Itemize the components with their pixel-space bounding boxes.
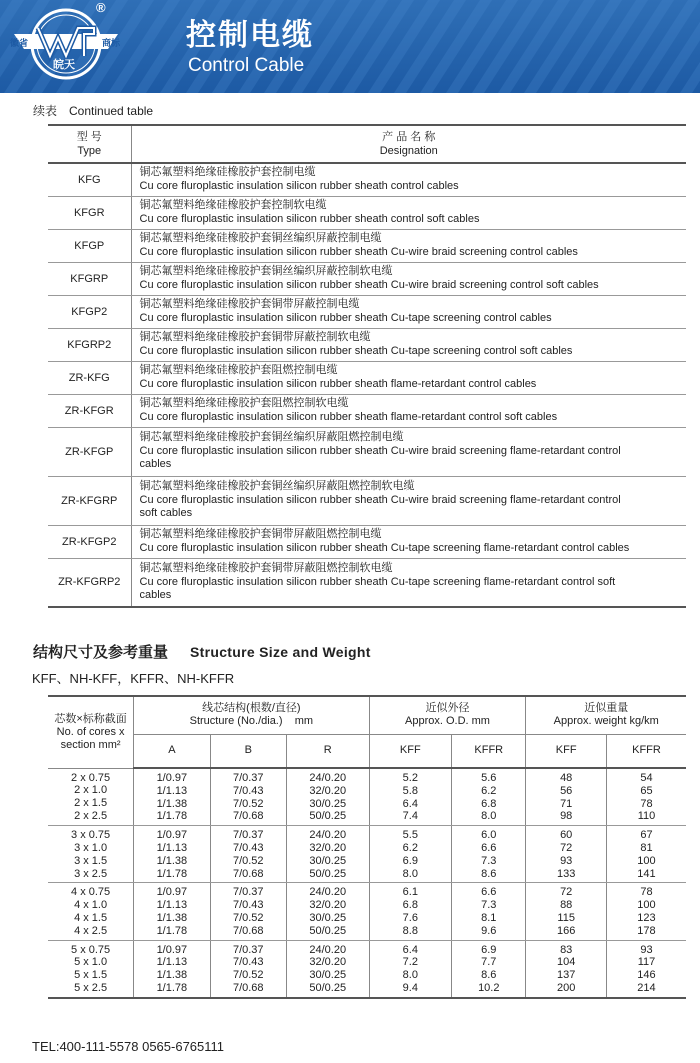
cell-od-kff bbox=[369, 826, 452, 883]
value-cores: 3 x 0.75 bbox=[71, 829, 111, 842]
value-a: 1/1.38 bbox=[156, 969, 188, 982]
designation-en: Cu core fluroplastic insulation silicon rubber sheath Cu-wire braid screening flame-retardant control bbox=[139, 444, 621, 457]
value-a: 1/0.97 bbox=[156, 772, 188, 784]
cell-od-kffr bbox=[452, 768, 526, 826]
weight-header-en: Approx. weight kg/km bbox=[553, 715, 659, 728]
value-od-kffr: 9.6 bbox=[481, 924, 497, 937]
cell-b bbox=[210, 826, 286, 883]
designation-cn: 铜芯氟塑料绝缘硅橡胶护套铜丝编织屏蔽阻燃控制软电缆 bbox=[139, 480, 415, 493]
value-b: 7/0.37 bbox=[232, 886, 264, 899]
cell-b bbox=[210, 940, 286, 998]
value-w-kffr: 78 bbox=[640, 886, 653, 899]
cores-header-en2: section mm² bbox=[60, 738, 121, 751]
structure-table-body bbox=[48, 768, 686, 998]
value-cores: 4 x 1.0 bbox=[74, 899, 108, 912]
designation-cn: 铜芯氟塑料绝缘硅橡胶护套阻燃控制电缆 bbox=[139, 364, 338, 376]
value-od-kffr: 6.9 bbox=[481, 943, 497, 956]
value-b: 7/0.37 bbox=[232, 943, 264, 956]
value-w-kffr: 67 bbox=[640, 829, 653, 842]
value-od-kff: 6.9 bbox=[402, 854, 418, 867]
designation-cn: 铜芯氟塑料绝缘硅橡胶护套铜丝编织屏蔽控制电缆 bbox=[139, 232, 382, 244]
product-type: ZR-KFGRP bbox=[48, 476, 131, 525]
cell-b bbox=[210, 768, 286, 826]
cell-cores bbox=[48, 768, 134, 826]
value-a: 1/1.38 bbox=[156, 797, 188, 810]
value-r: 32/0.20 bbox=[309, 899, 347, 912]
designation-cn: 铜芯氟塑料绝缘硅橡胶护套铜丝编织屏蔽阻燃控制电缆 bbox=[139, 431, 404, 444]
cell-w-kffr bbox=[606, 940, 686, 998]
value-od-kff: 7.6 bbox=[402, 911, 418, 924]
value-od-kffr: 8.1 bbox=[481, 911, 497, 924]
value-r: 50/0.25 bbox=[309, 867, 347, 880]
designation-cn: 铜芯氟塑料绝缘硅橡胶护套铜带屏蔽控制电缆 bbox=[139, 298, 360, 310]
product-row bbox=[48, 476, 686, 525]
structure-title-en: Structure Size and Weight bbox=[190, 644, 371, 660]
designation-cn: 铜芯氟塑料绝缘硅橡胶护套铜带屏蔽阻燃控制电缆 bbox=[139, 528, 382, 540]
product-designation bbox=[131, 394, 686, 427]
product-row bbox=[48, 525, 686, 558]
value-a: 1/1.78 bbox=[156, 810, 188, 823]
structure-section-title bbox=[33, 641, 371, 662]
cell-r bbox=[286, 826, 369, 883]
subheader-a: A bbox=[134, 734, 210, 768]
designation-cn: 铜芯氟塑料绝缘硅橡胶护套铜带屏蔽阻燃控制软电缆 bbox=[139, 562, 393, 574]
value-w-kffr: 117 bbox=[637, 956, 656, 969]
value-b: 7/0.68 bbox=[232, 924, 264, 937]
value-w-kff: 133 bbox=[557, 867, 576, 880]
value-a: 1/1.13 bbox=[156, 956, 188, 969]
value-od-kff: 7.2 bbox=[402, 956, 418, 969]
designation-en: Cu core fluroplastic insulation silicon rubber sheath flame-retardant control cables bbox=[139, 377, 537, 390]
product-designation bbox=[131, 476, 686, 525]
subheader-od-kff: KFF bbox=[369, 734, 452, 768]
value-od-kff: 6.8 bbox=[402, 899, 418, 912]
cell-w-kff bbox=[526, 940, 607, 998]
structure-group-row bbox=[48, 826, 686, 883]
od-header-cn: 近似外径 bbox=[425, 702, 470, 715]
value-w-kff: 48 bbox=[560, 772, 573, 784]
weight-header bbox=[526, 696, 686, 734]
continued-label-en: Continued table bbox=[69, 104, 154, 118]
value-r: 30/0.25 bbox=[309, 854, 347, 867]
product-row bbox=[48, 196, 686, 229]
product-row bbox=[48, 328, 686, 361]
product-designation bbox=[131, 229, 686, 262]
product-row bbox=[48, 361, 686, 394]
value-a: 1/1.78 bbox=[156, 924, 188, 937]
cell-cores bbox=[48, 826, 134, 883]
type-header bbox=[48, 125, 131, 163]
cell-w-kff bbox=[526, 883, 607, 940]
value-r: 24/0.20 bbox=[309, 943, 347, 956]
value-a: 1/1.38 bbox=[156, 911, 188, 924]
value-od-kff: 8.0 bbox=[402, 969, 418, 982]
value-w-kffr: 78 bbox=[640, 797, 653, 810]
cores-header-en1: No. of cores x bbox=[56, 725, 125, 738]
value-w-kff: 88 bbox=[560, 899, 573, 912]
value-b: 7/0.52 bbox=[232, 797, 264, 810]
value-a: 1/1.13 bbox=[156, 784, 188, 797]
designation-cn: 铜芯氟塑料绝缘硅橡胶护套阻燃控制软电缆 bbox=[139, 397, 349, 409]
cell-w-kffr bbox=[606, 883, 686, 940]
value-b: 7/0.68 bbox=[232, 981, 264, 994]
wt-logo-icon bbox=[8, 4, 124, 84]
value-cores: 2 x 2.5 bbox=[74, 809, 108, 822]
cell-r bbox=[286, 883, 369, 940]
designation-en2: cables bbox=[139, 589, 172, 601]
value-w-kff: 71 bbox=[560, 797, 573, 810]
value-w-kff: 98 bbox=[560, 810, 573, 823]
subheader-r: R bbox=[286, 734, 369, 768]
designation-cn: 铜芯氟塑料绝缘硅橡胶护套控制电缆 bbox=[139, 166, 316, 179]
designation-en: Cu core fluroplastic insulation silicon rubber sheath Cu-tape screening flame-retardant control soft bbox=[139, 575, 616, 588]
structure-group-row bbox=[48, 768, 686, 826]
structure-title-cn: 结构尺寸及参考重量 bbox=[33, 643, 169, 661]
designation-cn: 铜芯氟塑料绝缘硅橡胶护套铜丝编织屏蔽控制软电缆 bbox=[139, 265, 393, 277]
cell-od-kffr bbox=[452, 940, 526, 998]
value-b: 7/0.43 bbox=[232, 841, 264, 854]
value-od-kff: 6.4 bbox=[402, 797, 418, 810]
value-w-kffr: 141 bbox=[637, 867, 656, 880]
cores-header-cn: 芯数×标称截面 bbox=[54, 712, 127, 725]
type-header-cn: 型 号 bbox=[76, 131, 102, 143]
registered-mark: ® bbox=[96, 0, 106, 15]
product-type: ZR-KFGP2 bbox=[48, 525, 131, 558]
value-od-kffr: 7.3 bbox=[481, 899, 497, 912]
value-w-kff: 115 bbox=[557, 911, 575, 924]
value-w-kffr: 110 bbox=[637, 810, 656, 823]
value-cores: 5 x 1.5 bbox=[74, 969, 108, 982]
product-table-header bbox=[48, 125, 686, 163]
product-row bbox=[48, 427, 686, 476]
value-a: 1/0.97 bbox=[156, 943, 188, 956]
subheader-weight-kffr: KFFR bbox=[606, 734, 686, 768]
page-header bbox=[0, 0, 700, 93]
product-designation bbox=[131, 558, 686, 607]
logo-text-right: 商标 bbox=[102, 39, 121, 49]
header-title-en: Control Cable bbox=[188, 55, 305, 76]
value-od-kffr: 7.3 bbox=[481, 854, 497, 867]
cell-cores bbox=[48, 883, 134, 940]
cell-cores bbox=[48, 940, 134, 998]
value-od-kffr: 6.2 bbox=[481, 784, 497, 797]
value-w-kff: 60 bbox=[560, 829, 573, 842]
value-od-kff: 6.1 bbox=[402, 886, 418, 899]
value-r: 32/0.20 bbox=[309, 841, 347, 854]
value-r: 30/0.25 bbox=[309, 911, 347, 924]
value-od-kffr: 8.6 bbox=[481, 969, 497, 982]
designation-cn: 铜芯氟塑料绝缘硅橡胶护套控制软电缆 bbox=[139, 199, 327, 211]
value-od-kff: 8.8 bbox=[402, 924, 418, 937]
value-od-kffr: 6.6 bbox=[481, 841, 497, 854]
value-cores: 2 x 1.5 bbox=[74, 797, 108, 810]
footer-tel: TEL:400-111-5578 0565-6765111 bbox=[32, 1039, 225, 1054]
value-r: 30/0.25 bbox=[309, 797, 347, 810]
value-b: 7/0.37 bbox=[232, 772, 264, 784]
designation-cn: 铜芯氟塑料绝缘硅橡胶护套铜带屏蔽控制软电缆 bbox=[139, 331, 371, 343]
value-od-kffr: 6.6 bbox=[481, 886, 497, 899]
value-r: 32/0.20 bbox=[309, 784, 347, 797]
structure-header bbox=[134, 696, 369, 734]
value-w-kffr: 81 bbox=[640, 841, 653, 854]
value-cores: 3 x 2.5 bbox=[74, 867, 108, 880]
cell-r bbox=[286, 768, 369, 826]
value-w-kffr: 178 bbox=[637, 924, 656, 937]
value-od-kff: 5.2 bbox=[402, 772, 418, 784]
value-od-kffr: 8.6 bbox=[481, 867, 497, 880]
cell-r bbox=[286, 940, 369, 998]
product-type: ZR-KFGP bbox=[48, 427, 131, 476]
cell-od-kffr bbox=[452, 826, 526, 883]
value-od-kff: 6.4 bbox=[402, 943, 418, 956]
value-od-kff: 9.4 bbox=[402, 981, 418, 994]
cell-w-kff bbox=[526, 826, 607, 883]
subheader-b: B bbox=[210, 734, 286, 768]
value-r: 24/0.20 bbox=[309, 772, 347, 784]
value-b: 7/0.68 bbox=[232, 810, 264, 823]
value-od-kffr: 7.7 bbox=[481, 956, 497, 969]
value-od-kffr: 10.2 bbox=[478, 981, 500, 994]
value-w-kff: 166 bbox=[557, 924, 576, 937]
value-r: 50/0.25 bbox=[309, 810, 347, 823]
value-od-kff: 7.4 bbox=[402, 810, 418, 823]
value-w-kff: 83 bbox=[560, 943, 573, 956]
value-b: 7/0.52 bbox=[232, 911, 264, 924]
structure-subheader-row bbox=[48, 734, 686, 768]
cell-a bbox=[134, 940, 210, 998]
product-designation bbox=[131, 196, 686, 229]
value-r: 50/0.25 bbox=[309, 981, 347, 994]
product-row bbox=[48, 262, 686, 295]
structure-header-row bbox=[48, 696, 686, 734]
product-designation bbox=[131, 525, 686, 558]
value-b: 7/0.68 bbox=[232, 867, 264, 880]
value-r: 24/0.20 bbox=[309, 829, 347, 842]
value-od-kff: 5.8 bbox=[402, 784, 418, 797]
value-w-kff: 104 bbox=[557, 956, 576, 969]
value-w-kff: 56 bbox=[560, 784, 573, 797]
subheader-weight-kff: KFF bbox=[526, 734, 607, 768]
cores-header bbox=[48, 696, 134, 768]
designation-en2: soft cables bbox=[139, 507, 193, 520]
value-a: 1/0.97 bbox=[156, 886, 188, 899]
value-od-kff: 8.0 bbox=[402, 867, 418, 880]
designation-header bbox=[131, 125, 686, 163]
value-b: 7/0.43 bbox=[232, 956, 264, 969]
structure-group-row bbox=[48, 883, 686, 940]
value-cores: 2 x 1.0 bbox=[74, 784, 108, 797]
cell-a bbox=[134, 883, 210, 940]
product-designation bbox=[131, 361, 686, 394]
cell-b bbox=[210, 883, 286, 940]
product-type: ZR-KFGR bbox=[48, 394, 131, 427]
product-row bbox=[48, 558, 686, 607]
cell-od-kff bbox=[369, 768, 452, 826]
product-type: KFGRP bbox=[48, 262, 131, 295]
product-type: ZR-KFGRP2 bbox=[48, 558, 131, 607]
value-a: 1/0.97 bbox=[156, 829, 188, 842]
value-w-kffr: 214 bbox=[637, 981, 656, 994]
cell-w-kffr bbox=[606, 768, 686, 826]
structure-header-en: Structure (No./dia.) mm bbox=[189, 715, 314, 728]
structure-group-row bbox=[48, 940, 686, 998]
product-table-body bbox=[48, 163, 686, 607]
product-row bbox=[48, 163, 686, 196]
cell-a bbox=[134, 826, 210, 883]
cell-w-kff bbox=[526, 768, 607, 826]
product-type: ZR-KFG bbox=[48, 361, 131, 394]
value-w-kffr: 65 bbox=[640, 784, 653, 797]
weight-header-cn: 近似重量 bbox=[584, 702, 629, 715]
value-w-kff: 93 bbox=[560, 854, 573, 867]
designation-en: Cu core fluroplastic insulation silicon rubber sheath Cu-tape screening flame-retardant control cables bbox=[139, 541, 630, 554]
designation-en: Cu core fluroplastic insulation silicon rubber sheath Cu-wire braid screening control soft cables bbox=[139, 278, 599, 291]
value-cores: 2 x 0.75 bbox=[71, 771, 111, 784]
value-od-kffr: 5.6 bbox=[481, 772, 497, 784]
cell-w-kffr bbox=[606, 826, 686, 883]
value-cores: 5 x 2.5 bbox=[74, 981, 108, 994]
value-cores: 5 x 0.75 bbox=[71, 943, 111, 956]
value-r: 50/0.25 bbox=[309, 924, 347, 937]
value-b: 7/0.52 bbox=[232, 969, 264, 982]
value-b: 7/0.43 bbox=[232, 784, 264, 797]
structure-header-cn: 线芯结构(根数/直径) bbox=[202, 702, 301, 715]
product-row bbox=[48, 229, 686, 262]
logo-text-bottom: 皖天 bbox=[53, 58, 75, 71]
designation-en: Cu core fluroplastic insulation silicon rubber sheath Cu-tape screening control soft cables bbox=[139, 344, 573, 357]
continued-label bbox=[33, 102, 165, 119]
value-od-kffr: 6.0 bbox=[481, 829, 497, 842]
cell-od-kffr bbox=[452, 883, 526, 940]
value-w-kff: 72 bbox=[560, 886, 573, 899]
product-row bbox=[48, 295, 686, 328]
value-od-kffr: 6.8 bbox=[481, 797, 497, 810]
product-type: KFGP bbox=[48, 229, 131, 262]
product-table bbox=[48, 124, 686, 608]
cell-od-kff bbox=[369, 940, 452, 998]
structure-table bbox=[48, 695, 686, 999]
value-cores: 3 x 1.0 bbox=[74, 841, 108, 854]
subheader-od-kffr: KFFR bbox=[452, 734, 526, 768]
value-w-kff: 200 bbox=[557, 981, 576, 994]
cell-a bbox=[134, 768, 210, 826]
product-type: KFG bbox=[48, 163, 131, 196]
value-a: 1/1.78 bbox=[156, 981, 188, 994]
value-b: 7/0.37 bbox=[232, 829, 264, 842]
product-designation bbox=[131, 295, 686, 328]
value-r: 30/0.25 bbox=[309, 969, 347, 982]
value-w-kff: 72 bbox=[560, 841, 573, 854]
value-cores: 4 x 1.5 bbox=[74, 911, 108, 924]
value-od-kffr: 8.0 bbox=[481, 810, 497, 823]
value-b: 7/0.52 bbox=[232, 854, 264, 867]
value-w-kff: 137 bbox=[557, 969, 576, 982]
od-header-en: Approx. O.D. mm bbox=[405, 715, 490, 728]
value-od-kff: 5.5 bbox=[402, 829, 418, 842]
product-type: KFGRP2 bbox=[48, 328, 131, 361]
designation-en2: cables bbox=[139, 458, 172, 471]
value-a: 1/1.38 bbox=[156, 854, 188, 867]
product-type: KFGR bbox=[48, 196, 131, 229]
header-title-cn: 控制电缆 bbox=[186, 18, 314, 53]
product-row bbox=[48, 394, 686, 427]
value-w-kffr: 100 bbox=[637, 854, 656, 867]
designation-header-cn: 产 品 名 称 bbox=[382, 131, 436, 143]
designation-en: Cu core fluroplastic insulation silicon rubber sheath Cu-wire braid screening control cables bbox=[139, 245, 578, 258]
value-r: 32/0.20 bbox=[309, 956, 347, 969]
value-b: 7/0.43 bbox=[232, 899, 264, 912]
product-designation bbox=[131, 427, 686, 476]
logo-text-left: 徽省 bbox=[10, 39, 29, 49]
value-a: 1/1.78 bbox=[156, 867, 188, 880]
designation-en: Cu core fluroplastic insulation silicon rubber sheath flame-retardant control soft cables bbox=[139, 410, 558, 423]
value-w-kffr: 93 bbox=[640, 943, 653, 956]
value-w-kffr: 146 bbox=[637, 969, 656, 982]
designation-en: Cu core fluroplastic insulation silicon rubber sheath control soft cables bbox=[139, 212, 480, 225]
value-w-kffr: 123 bbox=[637, 911, 656, 924]
value-cores: 3 x 1.5 bbox=[74, 854, 108, 867]
value-w-kffr: 100 bbox=[637, 899, 656, 912]
product-designation bbox=[131, 163, 686, 196]
value-w-kffr: 54 bbox=[640, 772, 653, 784]
value-cores: 4 x 0.75 bbox=[71, 886, 111, 899]
designation-en: Cu core fluroplastic insulation silicon rubber sheath Cu-wire braid screening flame-retardant control bbox=[139, 493, 621, 506]
models-line: KFF、NH-KFF，KFFR、NH-KFFR bbox=[32, 671, 235, 686]
designation-en: Cu core fluroplastic insulation silicon rubber sheath control cables bbox=[139, 179, 459, 192]
type-header-en: Type bbox=[77, 145, 102, 157]
product-type: KFGP2 bbox=[48, 295, 131, 328]
od-header bbox=[369, 696, 526, 734]
value-od-kff: 6.2 bbox=[402, 841, 418, 854]
product-designation bbox=[131, 262, 686, 295]
product-designation bbox=[131, 328, 686, 361]
value-r: 24/0.20 bbox=[309, 886, 347, 899]
designation-header-en: Designation bbox=[379, 145, 438, 157]
cell-od-kff bbox=[369, 883, 452, 940]
value-cores: 4 x 2.5 bbox=[74, 924, 108, 937]
designation-en: Cu core fluroplastic insulation silicon rubber sheath Cu-tape screening control cables bbox=[139, 311, 552, 324]
value-cores: 5 x 1.0 bbox=[74, 956, 108, 969]
value-a: 1/1.13 bbox=[156, 841, 188, 854]
continued-label-cn: 续表 bbox=[33, 104, 58, 118]
value-a: 1/1.13 bbox=[156, 899, 188, 912]
